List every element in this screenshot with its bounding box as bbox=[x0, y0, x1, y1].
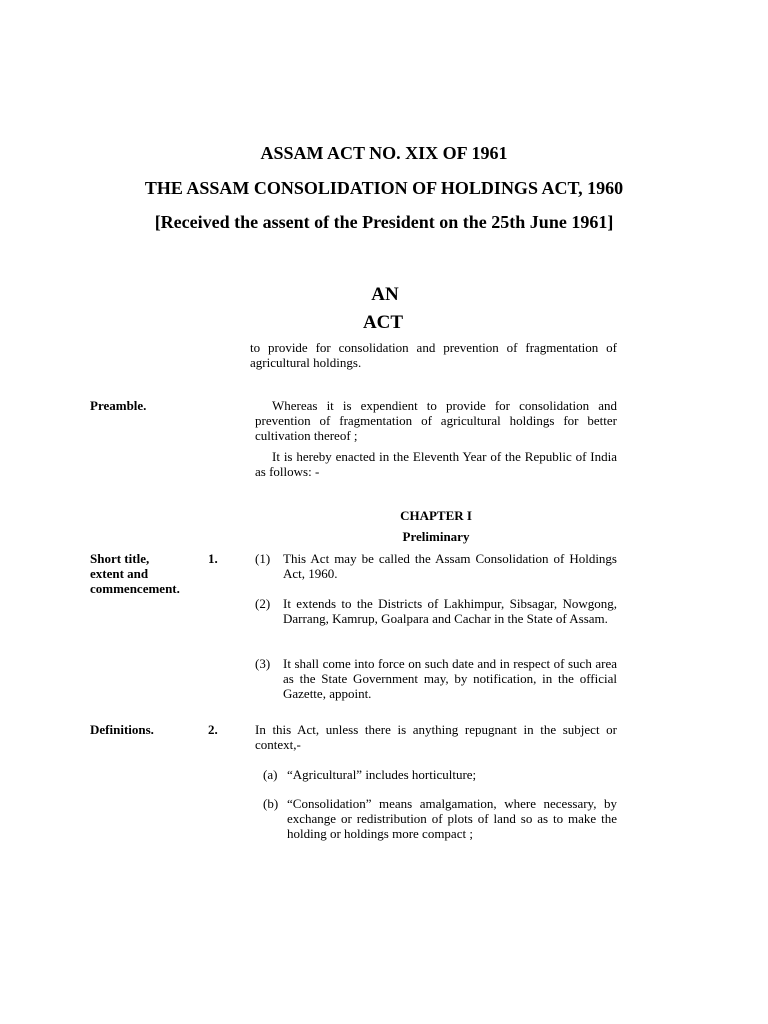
item-text: This Act may be called the Assam Consolidation of Holdings Act, 1960. bbox=[283, 551, 617, 581]
preamble-para-2: It is hereby enacted in the Eleventh Year of the Republic of India as follows: - bbox=[255, 449, 617, 479]
preamble-label: Preamble. bbox=[90, 398, 147, 413]
section-2-item-b bbox=[263, 796, 617, 844]
section-1-label-line-2: extent and bbox=[90, 566, 149, 581]
heading-act: ACT bbox=[362, 312, 404, 333]
chapter-title: CHAPTER I bbox=[400, 508, 472, 523]
item-number: (2) bbox=[255, 596, 271, 611]
section-1-number: 1. bbox=[208, 551, 218, 566]
section-1-label-line-3: commencement. bbox=[90, 581, 180, 596]
item-text: “Agricultural” includes horticulture; bbox=[287, 767, 477, 782]
heading-an: AN bbox=[371, 284, 399, 305]
assent-line: [Received the assent of the President on the 25th June 1961] bbox=[154, 212, 614, 232]
item-text: It shall come into force on such date and in respect of such area as the State Government may, by notification, in the official Gazette, appoint. bbox=[283, 656, 617, 701]
item-letter: (b) bbox=[263, 796, 279, 811]
section-1-label bbox=[90, 551, 180, 596]
section-2-label: Definitions. bbox=[90, 722, 154, 737]
item-text: “Consolidation” means amalgamation, where necessary, by exchange or redistribution of plots of land so as to make the holding or holdings more compact ; bbox=[287, 796, 617, 841]
section-2-item-a bbox=[263, 767, 617, 783]
section-1-item-2 bbox=[255, 596, 617, 644]
item-letter: (a) bbox=[263, 767, 278, 782]
item-number: (3) bbox=[255, 656, 271, 671]
section-1-label-line-1: Short title, bbox=[90, 551, 150, 566]
chapter-subtitle: Preliminary bbox=[402, 529, 470, 544]
act-intro: to provide for consolidation and prevention of fragmentation of agricultural holdings. bbox=[250, 340, 617, 370]
section-2-intro: In this Act, unless there is anything repugnant in the subject or context,- bbox=[255, 722, 617, 752]
section-1-item-1 bbox=[255, 551, 617, 583]
item-text: It extends to the Districts of Lakhimpur, Sibsagar, Nowgong, Darrang, Kamrup, Goalpara and Cachar in the State of Assam. bbox=[283, 596, 617, 626]
act-number: ASSAM ACT NO. XIX OF 1961 bbox=[260, 143, 508, 163]
section-2-number: 2. bbox=[208, 722, 218, 737]
item-number: (1) bbox=[255, 551, 271, 566]
act-title: THE ASSAM CONSOLIDATION OF HOLDINGS ACT, 1960 bbox=[144, 178, 624, 198]
section-1-item-3 bbox=[255, 656, 617, 704]
preamble-para-1: Whereas it is expendient to provide for consolidation and prevention of fragmentation of agricultural holdings for better cultivation thereof ; bbox=[255, 398, 617, 443]
